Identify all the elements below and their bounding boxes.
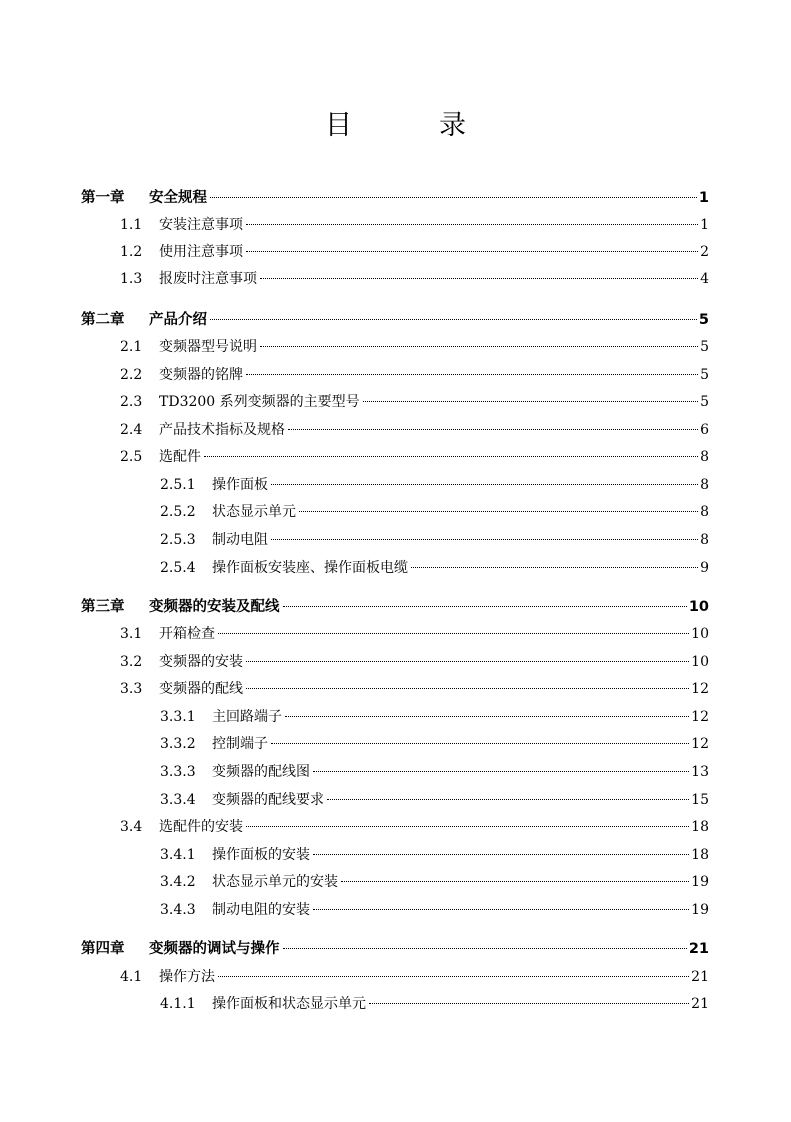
toc-page-number: 18 bbox=[691, 847, 709, 863]
toc-section[interactable] bbox=[120, 419, 709, 441]
dot-leader bbox=[204, 456, 698, 457]
toc-chapter[interactable] bbox=[81, 187, 709, 209]
toc-title: 报废时注意事项 bbox=[159, 271, 257, 287]
toc-subsection[interactable] bbox=[160, 706, 709, 728]
toc-page-number: 1 bbox=[698, 190, 709, 206]
toc-number: 3.1 bbox=[120, 626, 143, 642]
dot-leader bbox=[210, 319, 697, 320]
dot-leader bbox=[363, 401, 698, 402]
toc-page-number: 8 bbox=[700, 504, 709, 520]
toc-number: 2.5 bbox=[120, 449, 143, 465]
toc-title: 变频器型号说明 bbox=[159, 339, 257, 355]
toc-title: 主回路端子 bbox=[212, 709, 282, 725]
toc-page-number: 8 bbox=[700, 532, 709, 548]
toc-title: 状态显示单元的安装 bbox=[212, 874, 338, 890]
dot-leader bbox=[246, 251, 698, 252]
toc-title: 变频器的调试与操作 bbox=[149, 941, 280, 957]
toc-chapter[interactable] bbox=[81, 309, 709, 331]
toc-page-number: 21 bbox=[691, 996, 709, 1012]
toc-page-number: 21 bbox=[688, 941, 709, 957]
toc-number: 1.3 bbox=[120, 271, 143, 287]
dot-leader bbox=[299, 511, 698, 512]
dot-leader bbox=[411, 567, 698, 568]
toc-section[interactable] bbox=[120, 241, 709, 263]
toc-chapter[interactable] bbox=[81, 596, 709, 618]
dot-leader bbox=[246, 224, 698, 225]
toc-title: 变频器的配线要求 bbox=[212, 792, 324, 808]
toc-page-number: 12 bbox=[691, 709, 709, 725]
toc-number: 第二章 bbox=[81, 312, 125, 328]
toc-title: 使用注意事项 bbox=[159, 244, 243, 260]
toc-page-number: 12 bbox=[691, 681, 709, 697]
dot-leader bbox=[288, 429, 698, 430]
dot-leader bbox=[327, 799, 689, 800]
toc-subsection[interactable] bbox=[160, 474, 709, 496]
toc-page-number: 8 bbox=[700, 449, 709, 465]
dot-leader bbox=[218, 976, 689, 977]
toc-title: 操作方法 bbox=[159, 969, 215, 985]
dot-leader bbox=[246, 661, 689, 662]
toc-title: 变频器的铭牌 bbox=[159, 367, 243, 383]
toc-title: 安装注意事项 bbox=[159, 217, 243, 233]
toc-section[interactable] bbox=[120, 364, 709, 386]
toc-title: 变频器的安装 bbox=[159, 654, 243, 670]
dot-leader bbox=[271, 539, 698, 540]
toc-page-number: 10 bbox=[691, 654, 709, 670]
toc-title: 产品技术指标及规格 bbox=[159, 422, 285, 438]
toc-number: 2.5.3 bbox=[160, 532, 196, 548]
toc-subsection[interactable] bbox=[160, 529, 709, 551]
toc-title: 操作面板的安装 bbox=[212, 847, 310, 863]
toc-page-number: 2 bbox=[700, 244, 709, 260]
toc-number: 3.3 bbox=[120, 681, 143, 697]
dot-leader bbox=[283, 606, 687, 607]
toc-title: 控制端子 bbox=[212, 736, 268, 752]
toc-number: 3.3.3 bbox=[160, 764, 196, 780]
dot-leader bbox=[260, 278, 698, 279]
toc-page-number: 15 bbox=[691, 792, 709, 808]
dot-leader bbox=[210, 197, 697, 198]
toc-number: 3.4.3 bbox=[160, 902, 196, 918]
toc-number: 2.5.4 bbox=[160, 560, 196, 576]
dot-leader bbox=[246, 374, 698, 375]
toc-title: 开箱检查 bbox=[159, 626, 215, 642]
toc-section[interactable] bbox=[120, 268, 709, 290]
page-title: 目 录 bbox=[325, 110, 496, 141]
toc-page-number: 18 bbox=[691, 819, 709, 835]
toc-page-number: 9 bbox=[700, 560, 709, 576]
dot-leader bbox=[260, 346, 698, 347]
toc-title: 操作面板安装座、操作面板电缆 bbox=[212, 560, 408, 576]
toc-number: 3.4.1 bbox=[160, 847, 196, 863]
dot-leader bbox=[285, 716, 689, 717]
dot-leader bbox=[313, 854, 689, 855]
toc-title: 变频器的配线 bbox=[159, 681, 243, 697]
toc-number: 3.4.2 bbox=[160, 874, 196, 890]
toc-section[interactable] bbox=[120, 446, 709, 468]
dot-leader bbox=[283, 948, 687, 949]
toc-section[interactable] bbox=[120, 816, 709, 838]
toc-page-number: 10 bbox=[688, 599, 709, 615]
toc-subsection[interactable] bbox=[160, 501, 709, 523]
toc-number: 4.1 bbox=[120, 969, 143, 985]
toc-subsection[interactable] bbox=[160, 871, 709, 893]
toc-title: 操作面板和状态显示单元 bbox=[212, 996, 366, 1012]
toc-page-number: 12 bbox=[691, 736, 709, 752]
toc-number: 2.4 bbox=[120, 422, 143, 438]
toc-section[interactable] bbox=[120, 678, 709, 700]
toc-page-number: 5 bbox=[700, 367, 709, 383]
toc-title: 变频器的配线图 bbox=[212, 764, 310, 780]
dot-leader bbox=[341, 881, 689, 882]
toc-page-number: 6 bbox=[700, 422, 709, 438]
toc-page-number: 5 bbox=[700, 394, 709, 410]
toc-number: 4.1.1 bbox=[160, 996, 196, 1012]
toc-number: 第一章 bbox=[81, 190, 125, 206]
toc-number: 3.2 bbox=[120, 654, 143, 670]
dot-leader bbox=[369, 1003, 689, 1004]
toc-section[interactable] bbox=[120, 651, 709, 673]
toc-title: 变频器的安装及配线 bbox=[149, 599, 280, 615]
toc-number: 2.2 bbox=[120, 367, 143, 383]
toc-page-number: 19 bbox=[691, 874, 709, 890]
toc-number: 2.5.2 bbox=[160, 504, 196, 520]
toc-title: 选配件的安装 bbox=[159, 819, 243, 835]
toc-subsection[interactable] bbox=[160, 557, 709, 579]
dot-leader bbox=[246, 688, 689, 689]
toc-title: 状态显示单元 bbox=[212, 504, 296, 520]
dot-leader bbox=[218, 633, 689, 634]
toc-number: 2.1 bbox=[120, 339, 143, 355]
toc-number: 2.3 bbox=[120, 394, 143, 410]
toc-title: 制动电阻 bbox=[212, 532, 268, 548]
toc-page-number: 13 bbox=[691, 764, 709, 780]
toc-subsection[interactable] bbox=[160, 789, 709, 811]
toc-title: TD3200 系列变频器的主要型号 bbox=[159, 394, 360, 410]
toc-title: 安全规程 bbox=[149, 190, 207, 206]
toc-number: 3.3.1 bbox=[160, 709, 196, 725]
toc-number: 1.2 bbox=[120, 244, 143, 260]
toc-page-number: 5 bbox=[698, 312, 709, 328]
toc-section[interactable] bbox=[120, 214, 709, 236]
toc-subsection[interactable] bbox=[160, 733, 709, 755]
dot-leader bbox=[246, 826, 689, 827]
toc-page-number: 1 bbox=[700, 217, 709, 233]
toc-title: 操作面板 bbox=[212, 477, 268, 493]
toc-number: 3.3.2 bbox=[160, 736, 196, 752]
toc-subsection[interactable] bbox=[160, 899, 709, 921]
toc-page-number: 19 bbox=[691, 902, 709, 918]
toc-page-number: 10 bbox=[691, 626, 709, 642]
toc-page-number: 21 bbox=[691, 969, 709, 985]
dot-leader bbox=[271, 484, 698, 485]
toc-number: 第三章 bbox=[81, 599, 125, 615]
toc-section[interactable] bbox=[120, 623, 709, 645]
toc-subsection[interactable] bbox=[160, 993, 709, 1015]
toc-number: 3.4 bbox=[120, 819, 143, 835]
toc-number: 2.5.1 bbox=[160, 477, 196, 493]
toc-section[interactable] bbox=[120, 391, 709, 413]
dot-leader bbox=[313, 771, 689, 772]
toc-page-number: 5 bbox=[700, 339, 709, 355]
toc-subsection[interactable] bbox=[160, 844, 709, 866]
toc-title: 选配件 bbox=[159, 449, 201, 465]
dot-leader bbox=[271, 743, 689, 744]
toc-number: 1.1 bbox=[120, 217, 143, 233]
dot-leader bbox=[313, 909, 689, 910]
toc-title: 制动电阻的安装 bbox=[212, 902, 310, 918]
toc-page-number: 8 bbox=[700, 477, 709, 493]
toc-number: 第四章 bbox=[81, 941, 125, 957]
toc-chapter[interactable] bbox=[81, 938, 709, 960]
toc-section[interactable] bbox=[120, 966, 709, 988]
toc-section[interactable] bbox=[120, 336, 709, 358]
toc-number: 3.3.4 bbox=[160, 792, 196, 808]
toc-page-number: 4 bbox=[700, 271, 709, 287]
toc-title: 产品介绍 bbox=[149, 312, 207, 328]
toc-subsection[interactable] bbox=[160, 761, 709, 783]
